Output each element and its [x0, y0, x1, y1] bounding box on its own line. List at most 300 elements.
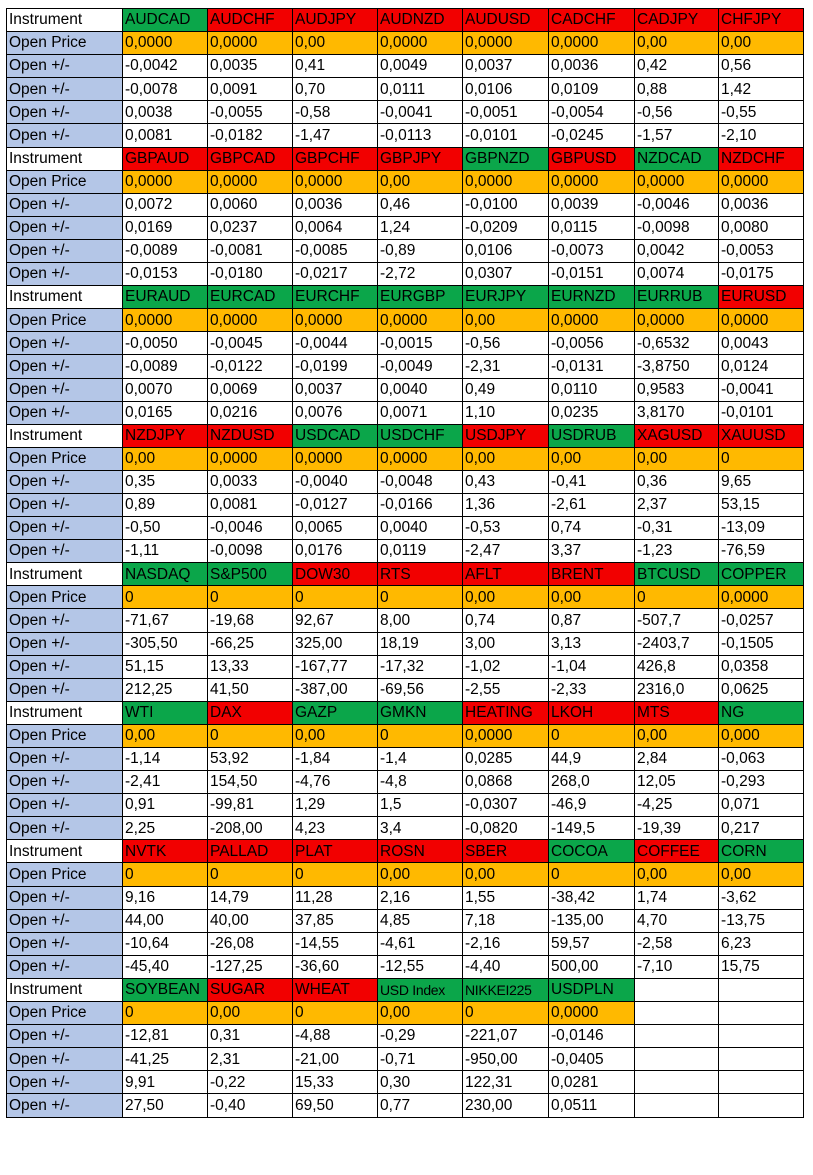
- open-change-row: [7, 909, 804, 932]
- open-change-value: 1,36: [463, 493, 549, 516]
- open-change-value: -1,84: [293, 748, 378, 771]
- open-price-value: 0,0000: [635, 309, 719, 332]
- open-change-value: -0,0089: [123, 355, 208, 378]
- open-change-value: -0,0098: [208, 540, 293, 563]
- open-change-value: 0,91: [123, 794, 208, 817]
- open-change-value: 0,0124: [719, 355, 804, 378]
- open-change-label: Open +/-: [7, 655, 123, 678]
- instrument-symbol: XAGUSD: [635, 424, 719, 447]
- empty-cell: [719, 1048, 804, 1071]
- open-change-value: 2316,0: [635, 678, 719, 701]
- open-price-value: 0,0000: [719, 586, 804, 609]
- open-price-value: 0,0000: [293, 170, 378, 193]
- instrument-label: Instrument: [7, 563, 123, 586]
- open-change-value: 15,75: [719, 955, 804, 978]
- open-price-value: 0,0000: [208, 32, 293, 55]
- open-change-label: Open +/-: [7, 401, 123, 424]
- open-change-value: -76,59: [719, 540, 804, 563]
- open-change-value: 0,0176: [293, 540, 378, 563]
- open-price-label: Open Price: [7, 170, 123, 193]
- open-change-value: 0,70: [293, 78, 378, 101]
- open-change-value: -12,81: [123, 1025, 208, 1048]
- open-change-value: -2,16: [463, 932, 549, 955]
- open-change-value: -1,14: [123, 748, 208, 771]
- instrument-symbol: BTCUSD: [635, 563, 719, 586]
- open-change-value: -1,57: [635, 124, 719, 147]
- empty-cell: [635, 1094, 719, 1117]
- instrument-symbol: BRENT: [549, 563, 635, 586]
- instrument-symbol: EURJPY: [463, 286, 549, 309]
- open-change-value: -305,50: [123, 632, 208, 655]
- open-price-row: [7, 586, 804, 609]
- open-change-value: -0,0175: [719, 263, 804, 286]
- instrument-symbol: DOW30: [293, 563, 378, 586]
- open-price-value: 0: [378, 586, 463, 609]
- open-change-value: -0,0041: [378, 101, 463, 124]
- instrument-symbol: SUGAR: [208, 978, 293, 1001]
- instrument-symbol: NVTK: [123, 840, 208, 863]
- open-price-value: 0,00: [208, 1002, 293, 1025]
- open-price-value: 0: [549, 863, 635, 886]
- open-change-value: -0,0054: [549, 101, 635, 124]
- open-change-value: -0,0045: [208, 332, 293, 355]
- open-change-row: [7, 1025, 804, 1048]
- open-change-value: 0,0036: [549, 55, 635, 78]
- open-change-value: -0,41: [549, 470, 635, 493]
- open-change-value: 2,84: [635, 748, 719, 771]
- open-price-value: 0,00: [123, 447, 208, 470]
- instrument-symbol: CHFJPY: [719, 9, 804, 32]
- open-change-value: 0,0060: [208, 193, 293, 216]
- open-change-value: -0,063: [719, 748, 804, 771]
- instrument-row: [7, 424, 804, 447]
- instrument-symbol: S&P500: [208, 563, 293, 586]
- open-change-value: 122,31: [463, 1071, 549, 1094]
- open-price-value: 0: [208, 586, 293, 609]
- open-change-value: 0,217: [719, 817, 804, 840]
- open-price-value: 0,00: [719, 32, 804, 55]
- open-price-value: 0: [549, 724, 635, 747]
- open-change-value: 1,29: [293, 794, 378, 817]
- open-change-value: 0,0106: [463, 78, 549, 101]
- instrument-symbol: DAX: [208, 701, 293, 724]
- open-change-value: 6,23: [719, 932, 804, 955]
- instrument-row: [7, 147, 804, 170]
- open-change-label: Open +/-: [7, 101, 123, 124]
- open-change-value: -2,10: [719, 124, 804, 147]
- open-change-value: -387,00: [293, 678, 378, 701]
- open-change-value: -19,68: [208, 609, 293, 632]
- open-change-value: -2,33: [549, 678, 635, 701]
- open-change-value: -0,53: [463, 517, 549, 540]
- instrument-symbol: GBPAUD: [123, 147, 208, 170]
- open-change-label: Open +/-: [7, 493, 123, 516]
- open-change-value: -0,58: [293, 101, 378, 124]
- open-change-value: 0,0064: [293, 216, 378, 239]
- open-change-row: [7, 124, 804, 147]
- open-change-value: 0,0625: [719, 678, 804, 701]
- open-change-value: -0,0040: [293, 470, 378, 493]
- instrument-row: [7, 701, 804, 724]
- open-change-value: -13,75: [719, 909, 804, 932]
- open-change-value: -0,0101: [463, 124, 549, 147]
- open-change-value: -2,55: [463, 678, 549, 701]
- open-change-value: 0,0036: [719, 193, 804, 216]
- open-change-row: [7, 216, 804, 239]
- open-change-value: 0,0081: [123, 124, 208, 147]
- open-price-value: 0,0000: [719, 309, 804, 332]
- instrument-symbol: NG: [719, 701, 804, 724]
- open-change-row: [7, 378, 804, 401]
- instrument-symbol: EURGBP: [378, 286, 463, 309]
- open-change-value: 0,0091: [208, 78, 293, 101]
- open-price-value: 0,0000: [123, 309, 208, 332]
- open-change-value: 0,0106: [463, 239, 549, 262]
- open-change-value: -0,0209: [463, 216, 549, 239]
- open-change-value: 7,18: [463, 909, 549, 932]
- open-change-value: -0,31: [635, 517, 719, 540]
- open-change-value: 0,0039: [549, 193, 635, 216]
- instrument-label: Instrument: [7, 701, 123, 724]
- open-change-value: 0,0110: [549, 378, 635, 401]
- open-change-value: -14,55: [293, 932, 378, 955]
- open-change-value: -0,0089: [123, 239, 208, 262]
- open-change-value: -0,0078: [123, 78, 208, 101]
- open-change-value: 0,41: [293, 55, 378, 78]
- open-change-value: -26,08: [208, 932, 293, 955]
- instrument-symbol: NZDCHF: [719, 147, 804, 170]
- open-change-value: 27,50: [123, 1094, 208, 1117]
- instrument-symbol: USDPLN: [549, 978, 635, 1001]
- open-change-row: [7, 493, 804, 516]
- open-change-label: Open +/-: [7, 378, 123, 401]
- open-change-value: 0,56: [719, 55, 804, 78]
- open-change-label: Open +/-: [7, 124, 123, 147]
- open-change-row: [7, 678, 804, 701]
- instrument-label: Instrument: [7, 978, 123, 1001]
- instrument-symbol: NZDJPY: [123, 424, 208, 447]
- open-change-value: -1,23: [635, 540, 719, 563]
- open-change-label: Open +/-: [7, 540, 123, 563]
- open-price-label: Open Price: [7, 447, 123, 470]
- instrument-symbol: LKOH: [549, 701, 635, 724]
- open-price-value: 0,0000: [293, 447, 378, 470]
- open-change-value: 0,0040: [378, 378, 463, 401]
- open-change-value: 325,00: [293, 632, 378, 655]
- open-change-value: 3,4: [378, 817, 463, 840]
- open-price-value: 0: [293, 863, 378, 886]
- open-change-value: -507,7: [635, 609, 719, 632]
- instrument-symbol: MTS: [635, 701, 719, 724]
- open-change-value: 1,24: [378, 216, 463, 239]
- open-change-value: -2,72: [378, 263, 463, 286]
- open-change-label: Open +/-: [7, 909, 123, 932]
- open-change-value: -19,39: [635, 817, 719, 840]
- open-change-value: -1,47: [293, 124, 378, 147]
- open-change-value: 0,0069: [208, 378, 293, 401]
- open-price-value: 0,0000: [549, 309, 635, 332]
- instrument-symbol: COPPER: [719, 563, 804, 586]
- open-change-value: -7,10: [635, 955, 719, 978]
- open-price-value: 0,0000: [463, 170, 549, 193]
- open-change-label: Open +/-: [7, 263, 123, 286]
- open-change-value: 69,50: [293, 1094, 378, 1117]
- open-change-value: 0,88: [635, 78, 719, 101]
- open-change-value: 0,89: [123, 493, 208, 516]
- open-change-label: Open +/-: [7, 1071, 123, 1094]
- open-change-row: [7, 55, 804, 78]
- open-change-value: -167,77: [293, 655, 378, 678]
- instrument-label: Instrument: [7, 286, 123, 309]
- open-change-value: 0,0111: [378, 78, 463, 101]
- open-change-value: -12,55: [378, 955, 463, 978]
- instrument-symbol: GBPNZD: [463, 147, 549, 170]
- open-change-value: 1,55: [463, 886, 549, 909]
- open-change-value: 0,0074: [635, 263, 719, 286]
- open-price-value: 0,0000: [378, 447, 463, 470]
- open-price-value: 0: [123, 1002, 208, 1025]
- open-change-value: -0,0405: [549, 1048, 635, 1071]
- open-change-value: 0,87: [549, 609, 635, 632]
- instrument-row: [7, 563, 804, 586]
- open-change-value: 3,37: [549, 540, 635, 563]
- open-change-value: -0,0073: [549, 239, 635, 262]
- open-change-value: 40,00: [208, 909, 293, 932]
- open-change-value: 0,0081: [208, 493, 293, 516]
- open-change-value: 9,16: [123, 886, 208, 909]
- open-change-value: 2,37: [635, 493, 719, 516]
- instrument-symbol: PLAT: [293, 840, 378, 863]
- instrument-symbol: NZDUSD: [208, 424, 293, 447]
- open-change-row: [7, 101, 804, 124]
- open-price-value: 0,0000: [549, 32, 635, 55]
- open-price-value: 0,0000: [719, 170, 804, 193]
- open-change-value: 500,00: [549, 955, 635, 978]
- open-change-row: [7, 263, 804, 286]
- open-change-value: -0,0257: [719, 609, 804, 632]
- open-change-label: Open +/-: [7, 517, 123, 540]
- instrument-symbol: WHEAT: [293, 978, 378, 1001]
- instrument-symbol: PALLAD: [208, 840, 293, 863]
- open-price-value: 0: [293, 586, 378, 609]
- open-change-value: 0,0049: [378, 55, 463, 78]
- open-change-value: 0,0042: [635, 239, 719, 262]
- open-change-value: -0,40: [208, 1094, 293, 1117]
- open-change-value: -0,0127: [293, 493, 378, 516]
- open-change-value: 8,00: [378, 609, 463, 632]
- open-price-value: 0,00: [463, 309, 549, 332]
- open-price-value: 0: [208, 863, 293, 886]
- open-change-value: -0,0081: [208, 239, 293, 262]
- open-change-value: -3,62: [719, 886, 804, 909]
- open-change-row: [7, 955, 804, 978]
- open-change-row: [7, 886, 804, 909]
- open-price-value: 0,0000: [378, 32, 463, 55]
- open-price-row: [7, 170, 804, 193]
- open-change-value: -45,40: [123, 955, 208, 978]
- empty-cell: [635, 1025, 719, 1048]
- open-change-value: 0,31: [208, 1025, 293, 1048]
- instrument-symbol: GBPJPY: [378, 147, 463, 170]
- open-change-row: [7, 771, 804, 794]
- open-change-row: [7, 193, 804, 216]
- open-change-value: 268,0: [549, 771, 635, 794]
- open-change-value: -0,0051: [463, 101, 549, 124]
- instrument-label: Instrument: [7, 840, 123, 863]
- open-price-value: 0,0000: [123, 170, 208, 193]
- open-change-value: 0,0511: [549, 1094, 635, 1117]
- open-change-value: 0,36: [635, 470, 719, 493]
- quotes-sheet: [6, 8, 804, 1118]
- instrument-symbol: GBPCHF: [293, 147, 378, 170]
- open-change-value: 0,0076: [293, 401, 378, 424]
- open-price-value: 0,00: [293, 724, 378, 747]
- open-change-value: 0,30: [378, 1071, 463, 1094]
- instrument-symbol: NASDAQ: [123, 563, 208, 586]
- instrument-symbol: GBPCAD: [208, 147, 293, 170]
- open-change-value: 1,5: [378, 794, 463, 817]
- open-change-label: Open +/-: [7, 239, 123, 262]
- open-change-value: 0,0038: [123, 101, 208, 124]
- open-change-value: 0,0237: [208, 216, 293, 239]
- open-change-value: 13,33: [208, 655, 293, 678]
- open-change-row: [7, 1048, 804, 1071]
- instrument-symbol: USDCHF: [378, 424, 463, 447]
- open-change-value: -0,0245: [549, 124, 635, 147]
- instrument-symbol: AUDCHF: [208, 9, 293, 32]
- open-change-value: 14,79: [208, 886, 293, 909]
- open-change-label: Open +/-: [7, 886, 123, 909]
- instrument-symbol: AUDUSD: [463, 9, 549, 32]
- instrument-symbol: EURCAD: [208, 286, 293, 309]
- open-change-value: -1,11: [123, 540, 208, 563]
- open-price-value: 0,0000: [463, 32, 549, 55]
- open-change-value: -0,0041: [719, 378, 804, 401]
- open-change-value: -4,25: [635, 794, 719, 817]
- open-price-value: 0: [123, 863, 208, 886]
- open-change-label: Open +/-: [7, 470, 123, 493]
- open-change-value: -41,25: [123, 1048, 208, 1071]
- open-change-value: 9,65: [719, 470, 804, 493]
- open-change-value: 59,57: [549, 932, 635, 955]
- open-change-value: -21,00: [293, 1048, 378, 1071]
- open-change-value: -4,76: [293, 771, 378, 794]
- open-change-value: -0,0048: [378, 470, 463, 493]
- open-change-value: -0,0101: [719, 401, 804, 424]
- instrument-symbol: COFFEE: [635, 840, 719, 863]
- open-change-label: Open +/-: [7, 817, 123, 840]
- open-change-value: -0,71: [378, 1048, 463, 1071]
- open-change-value: 3,8170: [635, 401, 719, 424]
- open-change-value: 2,25: [123, 817, 208, 840]
- open-price-value: 0,0000: [123, 32, 208, 55]
- open-change-value: 41,50: [208, 678, 293, 701]
- open-price-value: 0,0000: [208, 309, 293, 332]
- open-price-value: 0,00: [719, 863, 804, 886]
- instrument-symbol: AFLT: [463, 563, 549, 586]
- open-change-row: [7, 794, 804, 817]
- open-change-value: -0,6532: [635, 332, 719, 355]
- instrument-table: [6, 8, 804, 1118]
- open-change-value: -4,88: [293, 1025, 378, 1048]
- empty-cell: [719, 1094, 804, 1117]
- empty-cell: [719, 978, 804, 1001]
- open-change-label: Open +/-: [7, 55, 123, 78]
- open-change-value: 0,46: [378, 193, 463, 216]
- open-change-value: -10,64: [123, 932, 208, 955]
- empty-cell: [635, 978, 719, 1001]
- open-change-value: -2,41: [123, 771, 208, 794]
- open-change-value: -0,0151: [549, 263, 635, 286]
- open-change-value: 37,85: [293, 909, 378, 932]
- open-change-value: 4,85: [378, 909, 463, 932]
- open-change-value: -0,0100: [463, 193, 549, 216]
- instrument-label: Instrument: [7, 9, 123, 32]
- instrument-symbol: CORN: [719, 840, 804, 863]
- open-change-value: 0,0119: [378, 540, 463, 563]
- open-change-value: 2,16: [378, 886, 463, 909]
- open-change-value: -0,0098: [635, 216, 719, 239]
- instrument-label: Instrument: [7, 424, 123, 447]
- open-change-value: -46,9: [549, 794, 635, 817]
- instrument-symbol: SBER: [463, 840, 549, 863]
- open-change-value: -71,67: [123, 609, 208, 632]
- open-change-value: -0,0049: [378, 355, 463, 378]
- open-change-value: -0,89: [378, 239, 463, 262]
- open-price-value: 0,00: [123, 724, 208, 747]
- open-change-value: 0,0037: [463, 55, 549, 78]
- instrument-symbol: EURNZD: [549, 286, 635, 309]
- open-price-value: 0,00: [549, 586, 635, 609]
- open-change-value: 4,70: [635, 909, 719, 932]
- open-change-value: 0,0307: [463, 263, 549, 286]
- instrument-symbol: USDJPY: [463, 424, 549, 447]
- instrument-symbol: HEATING: [463, 701, 549, 724]
- open-change-row: [7, 1071, 804, 1094]
- open-price-label: Open Price: [7, 863, 123, 886]
- open-change-value: 0,43: [463, 470, 549, 493]
- instrument-symbol: AUDNZD: [378, 9, 463, 32]
- open-change-value: -0,0180: [208, 263, 293, 286]
- open-change-value: 0,42: [635, 55, 719, 78]
- open-change-value: 1,42: [719, 78, 804, 101]
- instrument-label: Instrument: [7, 147, 123, 170]
- instrument-row: [7, 286, 804, 309]
- open-price-value: 0,00: [463, 447, 549, 470]
- instrument-row: [7, 840, 804, 863]
- instrument-symbol: AUDCAD: [123, 9, 208, 32]
- open-change-row: [7, 470, 804, 493]
- open-change-value: -0,0131: [549, 355, 635, 378]
- open-change-row: [7, 78, 804, 101]
- open-change-value: 1,10: [463, 401, 549, 424]
- open-change-value: 1,74: [635, 886, 719, 909]
- open-change-value: 0,0868: [463, 771, 549, 794]
- open-change-value: -0,22: [208, 1071, 293, 1094]
- open-price-label: Open Price: [7, 724, 123, 747]
- open-change-value: -0,0015: [378, 332, 463, 355]
- open-change-label: Open +/-: [7, 332, 123, 355]
- open-price-row: [7, 1002, 804, 1025]
- open-change-value: 44,9: [549, 748, 635, 771]
- instrument-symbol: SOYBEAN: [123, 978, 208, 1001]
- open-change-value: 0,0285: [463, 748, 549, 771]
- open-change-value: -0,0055: [208, 101, 293, 124]
- open-change-value: -0,0056: [549, 332, 635, 355]
- open-change-value: 0,0071: [378, 401, 463, 424]
- open-change-value: 0,0109: [549, 78, 635, 101]
- open-price-value: 0,0000: [208, 170, 293, 193]
